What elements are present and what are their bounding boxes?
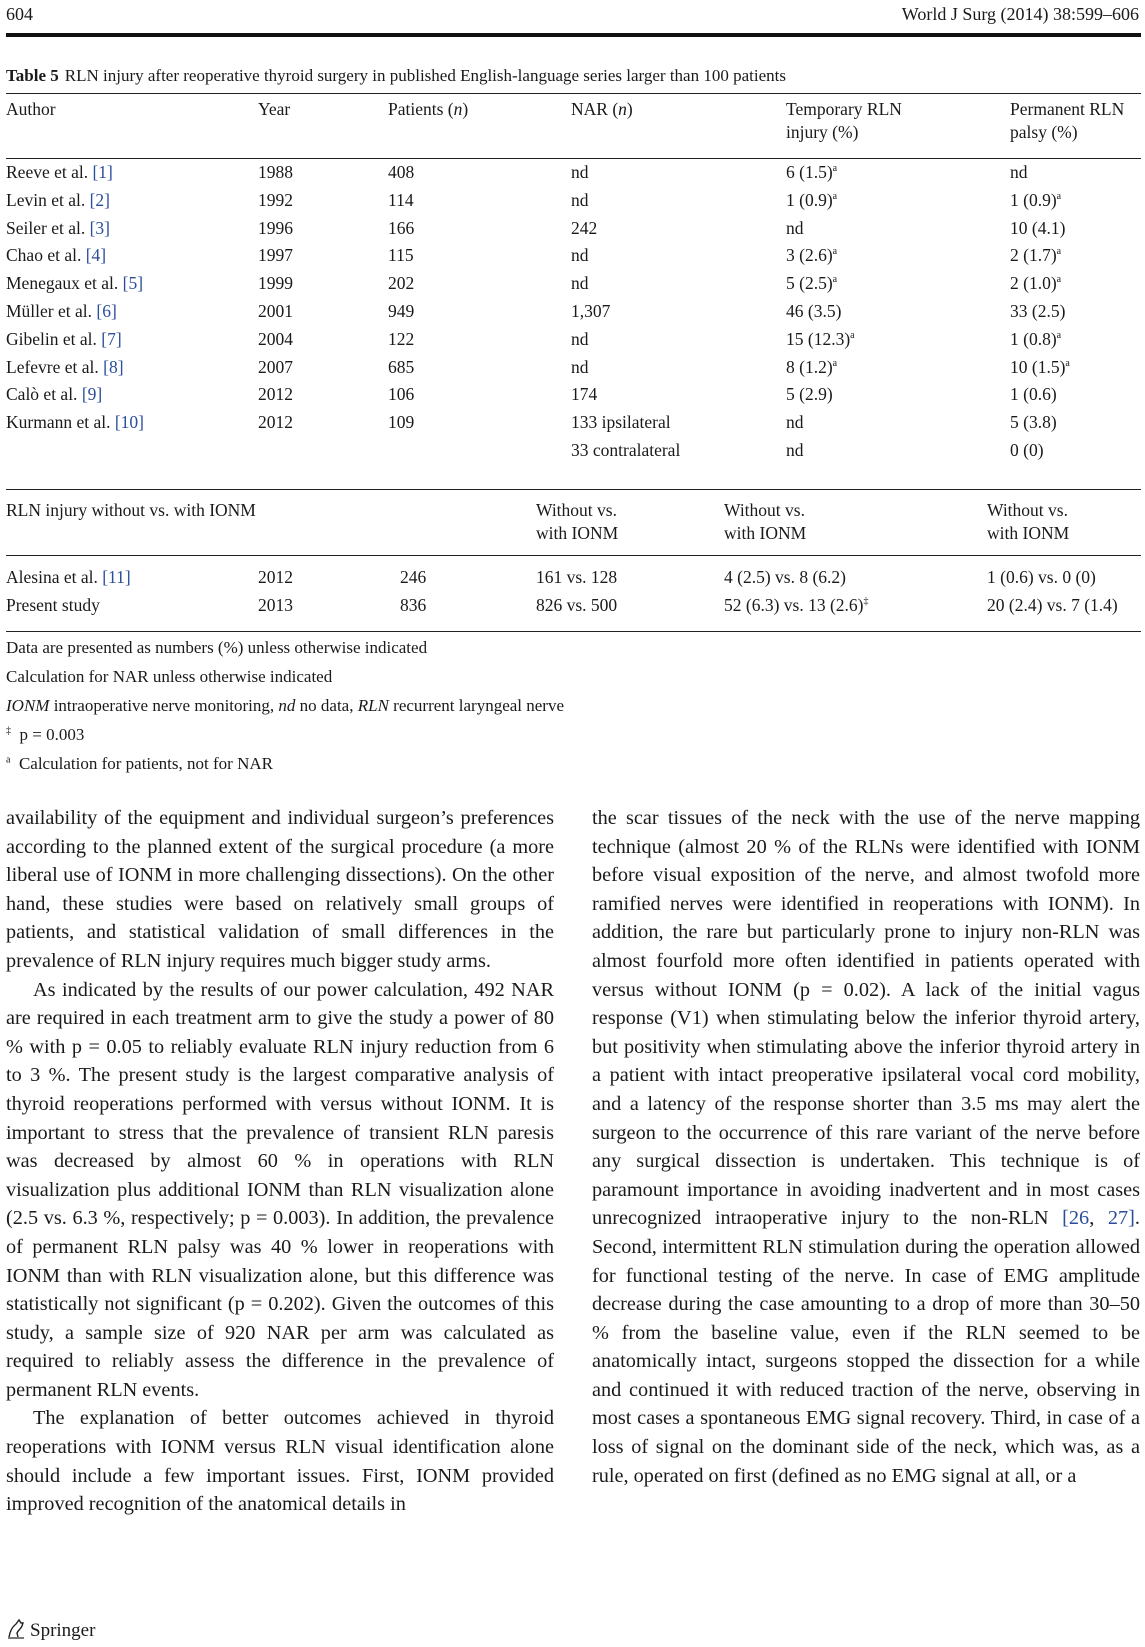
reference-link[interactable]: [6]	[96, 301, 117, 321]
temporary-injury-cell	[786, 300, 841, 323]
permanent-palsy-cell	[1010, 272, 1061, 295]
author-cell	[6, 594, 100, 617]
sub-header-temporary	[724, 499, 806, 545]
nar-cell: nd	[571, 245, 589, 266]
sub-header-permanent	[987, 499, 1069, 545]
sub-header-permanent-line1: Without vs.	[987, 500, 1068, 520]
temporary-injury-cell	[786, 272, 837, 295]
body-column-right	[592, 804, 1140, 1490]
header-rule	[6, 33, 1141, 37]
header-patients: Patients (n)	[388, 99, 469, 119]
header-permanent-line2: palsy (%)	[1010, 122, 1078, 142]
nar-cell: 826 vs. 500	[536, 595, 618, 615]
footnote-marker: ‡	[863, 596, 869, 608]
reference-link[interactable]: [2]	[89, 189, 110, 210]
left-paragraph-2: As indicated by the results of our power calculation, 492 NAR are required in each treatment arm to give the study a power of 80 % with p = 0.05 to reliably evaluate RLN injury reduction from 6 to 3 %. The present study is the largest comparative analysis of thyroid reoperations performed with versus without IONM. It is important to stress that the prevalence of transient RLN paresis was decreased by almost 60 % in operations with RLN visualization plus additional IONM than RLN visualization alone (2.5 vs. 6.3 %, respectively; p = 0.003). In addition, the prevalence of permanent RLN palsy was 40 % lower in reoperations with IONM than with RLN visualization alone, but this difference was statistically not significant (p = 0.202). Given the outcomes of this study, a sample size of 920 NAR per arm was calculated as required to reliably assess the difference in the prevalence of permanent RLN events.	[6, 978, 554, 1401]
author-name: Seiler et al.	[6, 217, 86, 238]
permanent-palsy-cell-value: nd	[1010, 162, 1028, 182]
nar-cell: nd	[571, 356, 589, 377]
patients-cell: 114	[388, 189, 414, 210]
patients-cell: 122	[388, 328, 415, 349]
footnote-marker: a	[1056, 246, 1062, 258]
temporary-injury-cell-value: nd	[786, 412, 804, 433]
right-paragraph-1-text-a: the scar tissues of the neck with the use of the nerve mapping technique (almost 20 % of the RLNs were identified with IONM before visual exposition of the nerve, and almost twofold more ramified nerves were identified in reoperations with IONM). In addition, the rare but particularly prone to injury non-RLN was almost fourfold more often identified in patients operated with versus without IONM (p = 0.02). A lack of the initial vagus response (V1) when stimulating below the inferior thyroid artery, but positivity when stimulating above the inferior thyroid artery in a patient with intact preoperative ipsilateral vocal cord mobility, and a latency of the response shorter than 3.5 ms may alert the surgeon to the occurrence of this rare variant of the nerve before any surgical dissection is undertaken. This technique is of paramount importance in avoiding inadvertent and in most cases unrecognized intraoperative injury to the non-RLN	[592, 807, 1140, 1230]
permanent-palsy-cell	[1010, 244, 1061, 267]
temporary-injury-cell	[724, 594, 869, 617]
sub-header-permanent-line2: with IONM	[987, 523, 1070, 543]
footnote-marker: a	[1056, 190, 1062, 202]
year-cell: 1988	[258, 162, 293, 182]
patients-cell: 166	[388, 217, 415, 238]
note-data-format: Data are presented as numbers (%) unless otherwise indicated	[6, 638, 428, 657]
table-caption	[6, 66, 786, 86]
publisher-footer	[6, 1617, 95, 1645]
author-cell	[6, 272, 143, 295]
year-cell: 1996	[258, 217, 293, 238]
permanent-palsy-cell-value: 0 (0)	[1010, 440, 1044, 460]
author-cell	[6, 356, 124, 379]
permanent-palsy-cell	[1010, 383, 1057, 406]
nar-cell: 242	[571, 217, 598, 238]
patients-cell: 246	[400, 567, 427, 587]
header-temporary	[786, 98, 902, 144]
section-rule	[6, 489, 1141, 490]
abbr-rln: RLN	[357, 696, 389, 715]
patients-cell: 106	[388, 384, 415, 405]
header-permanent	[1010, 98, 1124, 144]
abbr-ionm-def: intraoperative nerve monitoring,	[53, 696, 275, 715]
year-cell: 1992	[258, 189, 293, 210]
page-number: 604	[6, 4, 33, 24]
patients-cell: 685	[388, 356, 415, 377]
header-author: Author	[6, 99, 56, 119]
nar-cell: 133 ipsilateral	[571, 412, 671, 433]
right-paragraph-1-text-b: . Second, intermittent RLN stimulation during the operation allowed for functional testing of the nerve. In case of EMG amplitude decrease during the case amounting to a drop of more than 30–50 % from the baseline value, even if the RLN seemed to be anatomically intact, surgeons stopped the dissection for a while and continued it with reduced traction of the nerve, observing in most cases a spontaneous EMG signal recovery. Third, in case of a loss of signal on the dominant side of the neck, which was, as a rule, operated on first (defined as no EMG signal at all, or a	[592, 1207, 1140, 1487]
header-year: Year	[258, 99, 291, 119]
citation-link-27[interactable]: 27]	[1107, 1207, 1135, 1230]
reference-link[interactable]: [1]	[92, 162, 113, 182]
citation-separator: ,	[1089, 1207, 1108, 1230]
permanent-palsy-cell	[1010, 411, 1057, 434]
nar-cell: 1,307	[571, 301, 611, 321]
temporary-injury-cell	[786, 328, 855, 351]
temporary-injury-cell-value: 8 (1.2)	[786, 356, 833, 377]
temporary-injury-cell-value: 15 (12.3)	[786, 328, 851, 349]
year-cell: 2007	[258, 356, 293, 377]
author-name: Lefevre et al.	[6, 356, 99, 377]
nar-cell: 33 contralateral	[571, 440, 681, 460]
header-bottom-rule	[6, 158, 1141, 159]
publisher-name: Springer	[30, 1620, 96, 1641]
patients-cell: 836	[400, 595, 427, 615]
nar-cell: nd	[571, 328, 589, 349]
author-name: Müller et al.	[6, 301, 93, 321]
reference-link[interactable]: [5]	[122, 273, 144, 294]
temporary-injury-cell	[786, 411, 804, 434]
year-cell: 2001	[258, 301, 293, 321]
author-name: Kurmann et al.	[6, 412, 111, 433]
footnote-marker: a	[1056, 274, 1062, 286]
permanent-palsy-cell-value: 2 (1.0)	[1010, 273, 1057, 294]
header-temporary-line2: injury (%)	[786, 122, 859, 142]
author-cell	[6, 566, 131, 589]
sub-header-nar-line2: with IONM	[536, 523, 619, 543]
author-name: Menegaux et al.	[6, 273, 119, 294]
temporary-injury-cell-value: 3 (2.6)	[786, 245, 833, 266]
note-patients	[6, 754, 273, 774]
year-cell: 1997	[258, 245, 293, 266]
nar-cell: 161 vs. 128	[536, 567, 618, 587]
year-cell: 2013	[258, 595, 293, 615]
sub-header-title: RLN injury without vs. with IONM	[6, 500, 256, 520]
header-permanent-line1: Permanent RLN	[1010, 99, 1125, 119]
note-abbreviations	[6, 696, 564, 716]
permanent-palsy-cell-value: 5 (3.8)	[1010, 412, 1057, 433]
header-nar: NAR (n)	[571, 99, 633, 119]
table-top-rule	[6, 93, 1141, 94]
patients-cell: 115	[388, 245, 414, 266]
table-bottom-rule	[6, 631, 1141, 632]
temporary-injury-cell-value: nd	[786, 440, 804, 460]
temporary-injury-cell-value: 46 (3.5)	[786, 301, 842, 321]
permanent-palsy-cell	[1010, 161, 1028, 184]
nar-cell: 174	[571, 384, 598, 405]
temporary-injury-cell	[786, 439, 804, 462]
temporary-injury-cell	[786, 356, 837, 379]
footnote-p-value-text: p = 0.003	[19, 725, 85, 744]
footnote-mark-double-dagger: ‡	[6, 725, 11, 737]
permanent-palsy-cell	[1010, 328, 1061, 351]
footnote-marker: a	[1065, 357, 1070, 369]
permanent-palsy-cell	[1010, 439, 1044, 462]
temporary-injury-cell-value: 5 (2.9)	[786, 384, 833, 405]
author-name: Gibelin et al.	[6, 328, 97, 349]
header-temporary-line1: Temporary RLN	[786, 99, 902, 119]
footnote-mark-a: a	[6, 754, 11, 766]
footnote-marker: a	[832, 190, 838, 202]
left-paragraph-1: availability of the equipment and individual surgeon’s preferences according to the planned extent of the surgical procedure (a more liberal use of IONM in more challenging dissections). On the other hand, these studies were based on relatively small groups of patients, and statistical validation of small differences in the prevalence of RLN injury requires much bigger study arms.	[6, 807, 554, 972]
nar-cell: nd	[571, 273, 589, 294]
footnote-marker: a	[832, 357, 838, 369]
patients-cell: 109	[388, 412, 415, 433]
author-name: Reeve et al.	[6, 162, 89, 182]
temporary-injury-cell-value: nd	[786, 217, 804, 238]
author-name: Chao et al.	[6, 245, 82, 266]
reference-link[interactable]: [3]	[89, 217, 110, 238]
right-paragraph-1	[592, 804, 1140, 1490]
reference-link[interactable]: [9]	[81, 384, 103, 405]
temporary-injury-cell	[786, 189, 837, 212]
year-cell: 2012	[258, 384, 293, 405]
reference-link[interactable]: [7]	[101, 328, 122, 349]
permanent-palsy-cell-value: 1 (0.6)	[1010, 384, 1057, 405]
author-cell	[6, 161, 113, 184]
author-name: Present study	[6, 595, 100, 615]
abbr-nd: nd	[278, 696, 296, 715]
permanent-palsy-cell	[1010, 189, 1061, 212]
patients-cell: 408	[388, 162, 415, 182]
author-cell	[6, 383, 102, 406]
table-label: Table 5	[6, 66, 59, 85]
author-cell	[6, 217, 110, 240]
footnote-marker: a	[1056, 329, 1062, 341]
author-cell	[6, 411, 144, 434]
temporary-injury-cell-value: 5 (2.5)	[786, 273, 833, 294]
springer-horse-icon	[6, 1617, 26, 1645]
reference-link[interactable]: [8]	[103, 356, 124, 377]
temporary-injury-cell-value: 1 (0.9)	[786, 189, 833, 210]
note-p-value	[6, 725, 84, 745]
note-calculation: Calculation for NAR unless otherwise indicated	[6, 667, 333, 686]
year-cell: 2004	[258, 328, 293, 349]
body-column-left	[6, 804, 554, 1519]
permanent-palsy-cell-value: 10 (1.5)	[1010, 356, 1066, 377]
permanent-palsy-cell	[1010, 356, 1070, 379]
nar-cell: nd	[571, 162, 589, 182]
author-name: Alesina et al.	[6, 567, 98, 587]
footnote-marker: a	[832, 274, 838, 286]
temporary-injury-cell	[786, 161, 837, 184]
footnote-patients-text: Calculation for patients, not for NAR	[18, 754, 273, 773]
temporary-injury-cell	[786, 217, 804, 240]
author-name: Levin et al.	[6, 189, 86, 210]
temporary-injury-cell-value: 4 (2.5) vs. 8 (6.2)	[724, 567, 846, 587]
abbr-ionm: IONM	[6, 696, 50, 715]
temporary-injury-cell	[724, 566, 846, 589]
temporary-injury-cell-value: 6 (1.5)	[786, 162, 833, 182]
year-cell: 1999	[258, 273, 293, 294]
author-cell	[6, 244, 106, 267]
permanent-palsy-cell: 1 (0.6) vs. 0 (0)	[987, 567, 1096, 587]
nar-cell: nd	[571, 189, 589, 210]
sub-header-nar	[536, 499, 618, 545]
author-cell	[6, 328, 122, 351]
author-cell	[6, 189, 110, 212]
abbr-rln-def: recurrent laryngeal nerve	[393, 696, 565, 715]
journal-citation: World J Surg (2014) 38:599–606	[901, 4, 1139, 24]
temporary-injury-cell	[786, 244, 837, 267]
reference-link[interactable]: [4]	[85, 245, 107, 266]
permanent-palsy-cell-value: 33 (2.5)	[1010, 301, 1066, 321]
author-cell	[6, 300, 117, 323]
sub-header-rule	[6, 555, 1141, 556]
temporary-injury-cell	[786, 383, 833, 406]
permanent-palsy-cell-value: 2 (1.7)	[1010, 245, 1057, 266]
left-paragraph-3: The explanation of better outcomes achieved in thyroid reoperations with IONM versus RLN visual identification alone should include a few important issues. First, IONM provided improved recognition of the anatomical details in	[6, 1407, 554, 1516]
footnote-marker: a	[832, 246, 838, 258]
author-name: Calò et al.	[6, 384, 78, 405]
permanent-palsy-cell	[1010, 300, 1065, 323]
sub-header-temporary-line2: with IONM	[724, 523, 807, 543]
reference-link[interactable]: [10]	[114, 412, 145, 433]
year-cell: 2012	[258, 567, 293, 587]
abbr-nd-def: no data,	[299, 696, 354, 715]
footnote-marker: a	[850, 329, 855, 341]
permanent-palsy-cell-value: 1 (0.8)	[1010, 328, 1057, 349]
permanent-palsy-cell-value: 1 (0.9)	[1010, 189, 1057, 210]
sub-header-nar-line1: Without vs.	[536, 500, 617, 520]
reference-link[interactable]: [11]	[102, 567, 131, 587]
permanent-palsy-cell	[1010, 217, 1065, 240]
patients-cell: 202	[388, 273, 415, 294]
patients-cell: 949	[388, 301, 415, 321]
temporary-injury-cell-value: 52 (6.3) vs. 13 (2.6)	[724, 595, 864, 615]
sub-header-temporary-line1: Without vs.	[724, 500, 805, 520]
permanent-palsy-cell: 20 (2.4) vs. 7 (1.4)	[987, 595, 1118, 615]
citation-link-26[interactable]: [26	[1062, 1207, 1090, 1230]
footnote-marker: a	[832, 163, 838, 175]
table-caption-text: RLN injury after reoperative thyroid surgery in published English-language series larger than 100 patients	[64, 66, 786, 85]
year-cell: 2012	[258, 412, 293, 433]
permanent-palsy-cell-value: 10 (4.1)	[1010, 217, 1066, 238]
